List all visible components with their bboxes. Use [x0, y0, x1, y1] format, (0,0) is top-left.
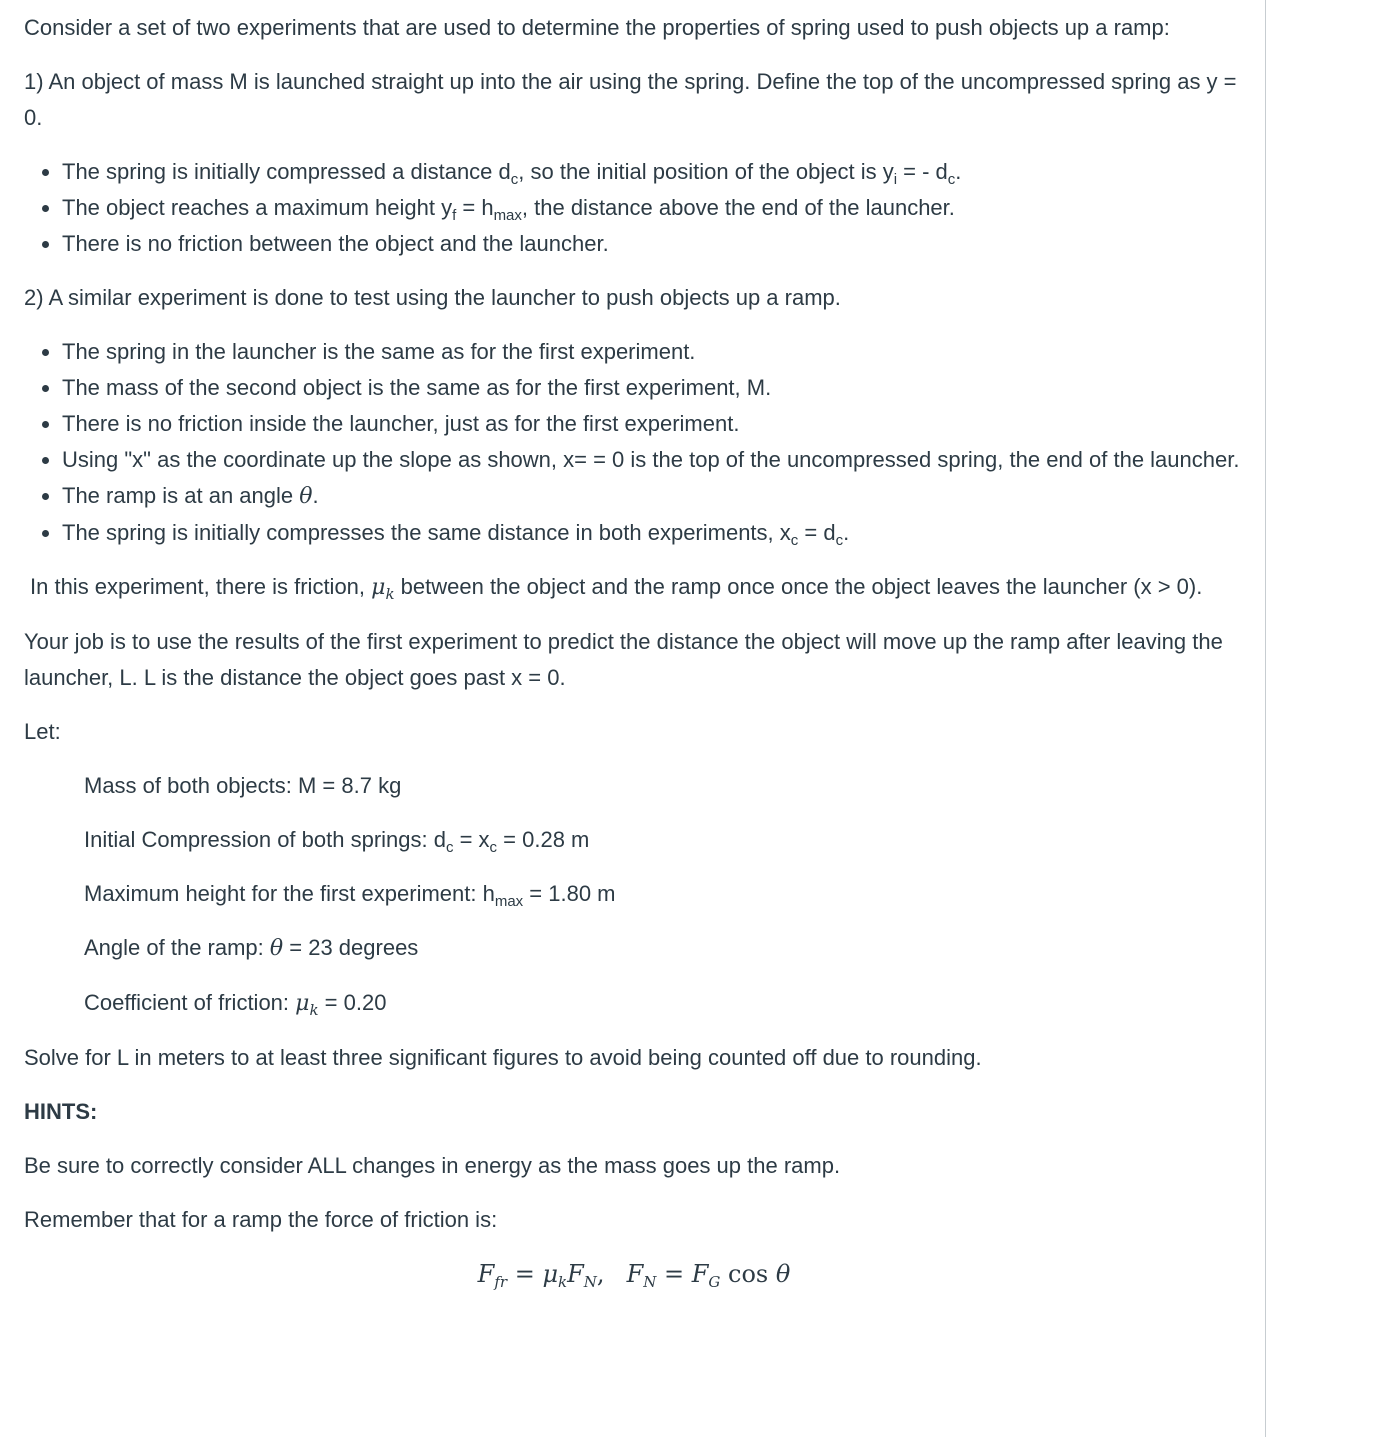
list-item: • Using "x" as the coordinate up the slope as shown, x= = 0 is the top of the uncompressed spring, the end of the launcher. [62, 442, 1244, 478]
friction-paragraph: In this experiment, there is friction, $\mu_k$ between the object and the ramp once once the object leaves the launcher (x > 0). [30, 574, 1203, 603]
list-item: • There is no friction between the object and the launcher. [62, 226, 1244, 262]
hint-friction: Remember that for a ramp the force of friction is: [24, 1207, 498, 1232]
experiment-1-list [24, 154, 1244, 262]
list-item: • The object reaches a maximum height $y_f = h_{max}$, the distance above the end of the launcher. [62, 190, 1244, 226]
list-item: • The mass of the second object is the same as for the first experiment, M. [62, 370, 1244, 406]
job-paragraph: Your job is to use the results of the first experiment to predict the distance the object will move up the ramp after leaving the launcher, L. L is the distance the object goes past x = 0. [24, 629, 1223, 690]
list-item: • The spring in the launcher is the same as for the first experiment. [62, 334, 1244, 370]
list-item: • The ramp is at an angle θ. [62, 478, 1244, 515]
given-values [24, 768, 1244, 1022]
given-mass: Mass of both objects: M = 8.7 kg [84, 773, 402, 798]
given-angle: Angle of the ramp: θ = 23 degrees [84, 935, 419, 961]
experiment-2-list [24, 334, 1244, 551]
solve-instruction: Solve for L in meters to at least three significant figures to avoid being counted off due to rounding. [24, 1045, 982, 1070]
given-max-height: Maximum height for the first experiment: $h_{max} = 1.80$ m [84, 881, 616, 910]
let-label: Let: [24, 719, 61, 744]
intro-paragraph: Consider a set of two experiments that are used to determine the properties of spring used to push objects up a ramp: [24, 15, 1170, 40]
list-item: • There is no friction inside the launcher, just as for the first experiment. [62, 406, 1244, 442]
list-item: • The spring is initially compresses the same distance in both experiments, $x_c = d_c$. [62, 515, 1244, 551]
experiment-1-heading: 1) An object of mass M is launched straight up into the air using the spring. Define the top of the uncompressed spring as y = 0. [24, 69, 1237, 130]
hints-title: HINTS: [24, 1099, 98, 1124]
right-divider [1265, 0, 1266, 1437]
experiment-2-heading: 2) A similar experiment is done to test using the launcher to push objects up a ramp. [24, 285, 841, 310]
list-item: • The spring is initially compressed a distance $d_c$, so the initial position of the object is $y_i$ = - $d_c$. [62, 154, 1244, 190]
given-friction-coefficient: Coefficient of friction: $\mu_k = 0.20$ [84, 990, 387, 1019]
friction-formula: $F_{fr} = \mu_kF_N$, $F_N = F_G$ cos θ [477, 1260, 791, 1291]
question-content [24, 10, 1244, 1292]
hint-energy: Be sure to correctly consider ALL changes in energy as the mass goes up the ramp. [24, 1153, 841, 1178]
given-compression: Initial Compression of both springs: $d_c = x_c = 0.28$ m [84, 827, 590, 856]
